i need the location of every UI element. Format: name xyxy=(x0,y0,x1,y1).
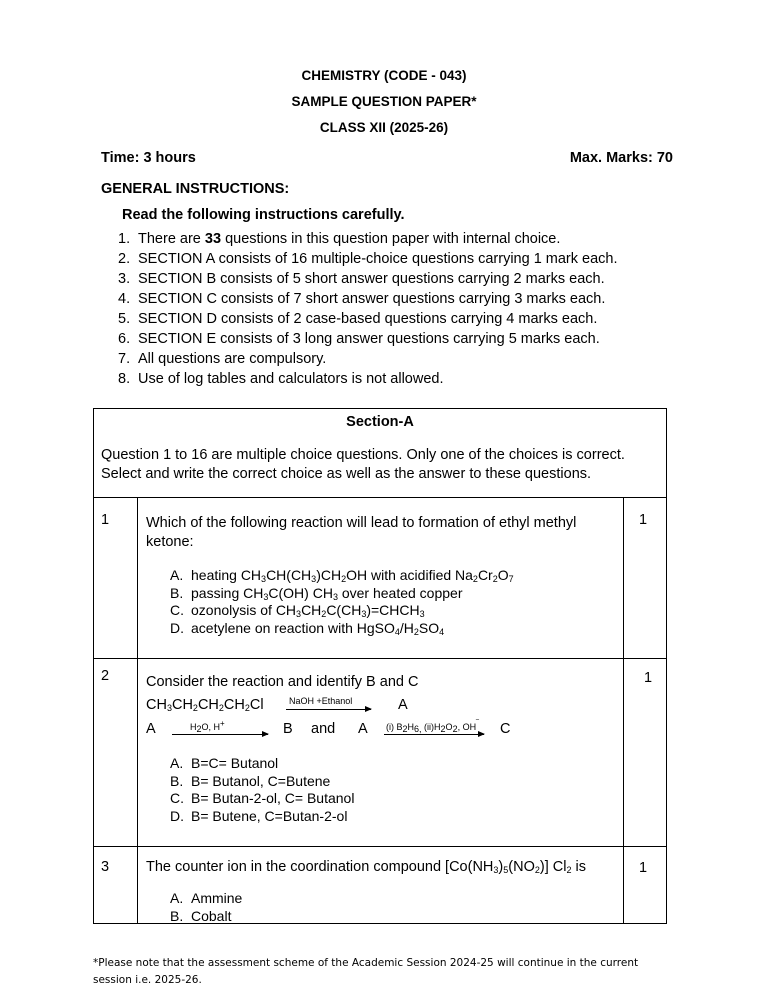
question-options xyxy=(170,755,354,825)
footnote: *Please note that the assessment scheme of the Academic Session 2024-25 will continue in the current session i.e. 2025-26. xyxy=(93,957,639,986)
product-label: C xyxy=(500,721,511,737)
instruction-item: 3. SECTION B consists of 5 short answer questions carrying 2 marks each. xyxy=(118,271,605,287)
general-instructions-heading: GENERAL INSTRUCTIONS: xyxy=(101,181,290,197)
option-item: B. Cobalt xyxy=(170,907,232,924)
option-item: D. acetylene on reaction with $HgSO_4/H_2SO_4$ xyxy=(170,619,445,637)
reagent-label: NaOH +Ethanol xyxy=(289,696,353,706)
reactant-label: A xyxy=(358,721,368,737)
option-item: A. Ammine xyxy=(170,890,243,906)
table-column-divider xyxy=(137,497,138,924)
question-number: 3 xyxy=(101,859,110,875)
instruction-item: 1. There are 33 questions in this question paper with internal choice. xyxy=(118,231,561,247)
reaction-arrow xyxy=(286,709,371,710)
table-divider xyxy=(93,658,667,659)
instruction-list xyxy=(118,229,618,389)
question-marks: 1 xyxy=(644,670,653,686)
paper-class-title: CLASS XII (2025-26) xyxy=(319,120,449,135)
reagent-label: $H_2O$, H+ xyxy=(190,719,225,734)
instruction-item: 5. SECTION D consists of 2 case-based questions carrying 4 marks each. xyxy=(118,311,598,327)
section-a-intro: Question 1 to 16 are multiple choice questions. Only one of the choices is correct. Select and write the correct choice as well as the answer to these questions. xyxy=(101,447,625,482)
reaction-arrow xyxy=(384,734,484,735)
question-text: Consider the reaction and identify B and C xyxy=(146,674,419,690)
question-options xyxy=(170,567,514,637)
product-label: B xyxy=(283,721,293,737)
reaction-arrow xyxy=(172,734,268,735)
time-allowed: Time: 3 hours xyxy=(101,150,196,166)
question-marks: 1 xyxy=(639,860,648,876)
option-item: B. B= Butanol, C=Butene xyxy=(170,772,331,789)
table-divider xyxy=(93,497,667,498)
reactant-formula: $CH_3CH_2CH_2CH_2Cl$ xyxy=(146,697,264,713)
table-column-divider xyxy=(623,497,624,924)
option-item: C. ozonolysis of $CH_3CH_2C(CH_3)=CHCH_3$ xyxy=(170,602,425,619)
question-marks: 1 xyxy=(639,512,648,528)
section-a-title: Section-A xyxy=(346,414,414,430)
product-label: A xyxy=(398,697,408,713)
max-marks: Max. Marks: 70 xyxy=(569,150,673,166)
paper-subject-title: CHEMISTRY (CODE - 043) xyxy=(301,68,467,83)
instruction-item: 8. Use of log tables and calculators is not allowed. xyxy=(118,371,444,387)
instruction-item: 2. SECTION A consists of 16 multiple-choice questions carrying 1 mark each. xyxy=(118,251,618,267)
question-text: The counter ion in the coordination compound $[Co(NH_3)_5(NO_2)]$ $Cl_2$ is xyxy=(146,859,586,875)
table-divider xyxy=(93,846,667,847)
option-item: B. passing $CH_3C(OH)$ $CH_3$ over heated copper xyxy=(170,584,463,602)
question-number: 1 xyxy=(101,512,110,528)
question-options xyxy=(170,890,242,925)
instructions-subheading: Read the following instructions carefully. xyxy=(122,207,405,223)
option-item: A. B=C= Butanol xyxy=(170,755,279,771)
question-text: Which of the following reaction will lead to formation of ethyl methyl ketone: xyxy=(146,515,577,550)
option-item: D. B= Butene, C=Butan-2-ol xyxy=(170,807,348,824)
question-number: 2 xyxy=(101,668,110,684)
conjunction-text: and xyxy=(311,721,336,737)
option-item: A. heating $CH_3CH(CH_3)CH_2OH$ with acidified $Na_2Cr_2O_7$ xyxy=(170,567,514,584)
instruction-item: 6. SECTION E consists of 3 long answer questions carrying 5 marks each. xyxy=(118,331,600,347)
instruction-item: 4. SECTION C consists of 7 short answer questions carrying 3 marks each. xyxy=(118,291,606,307)
paper-type-title: SAMPLE QUESTION PAPER* xyxy=(291,94,477,109)
instruction-item: 7. All questions are compulsory. xyxy=(118,351,327,367)
option-item: C. B= Butan-2-ol, C= Butanol xyxy=(170,790,355,806)
reagent-label: (i) $B_2H_{6,}$ $(ii)H_2O_2$, OH‾ xyxy=(386,719,479,734)
reactant-label: A xyxy=(146,721,156,737)
